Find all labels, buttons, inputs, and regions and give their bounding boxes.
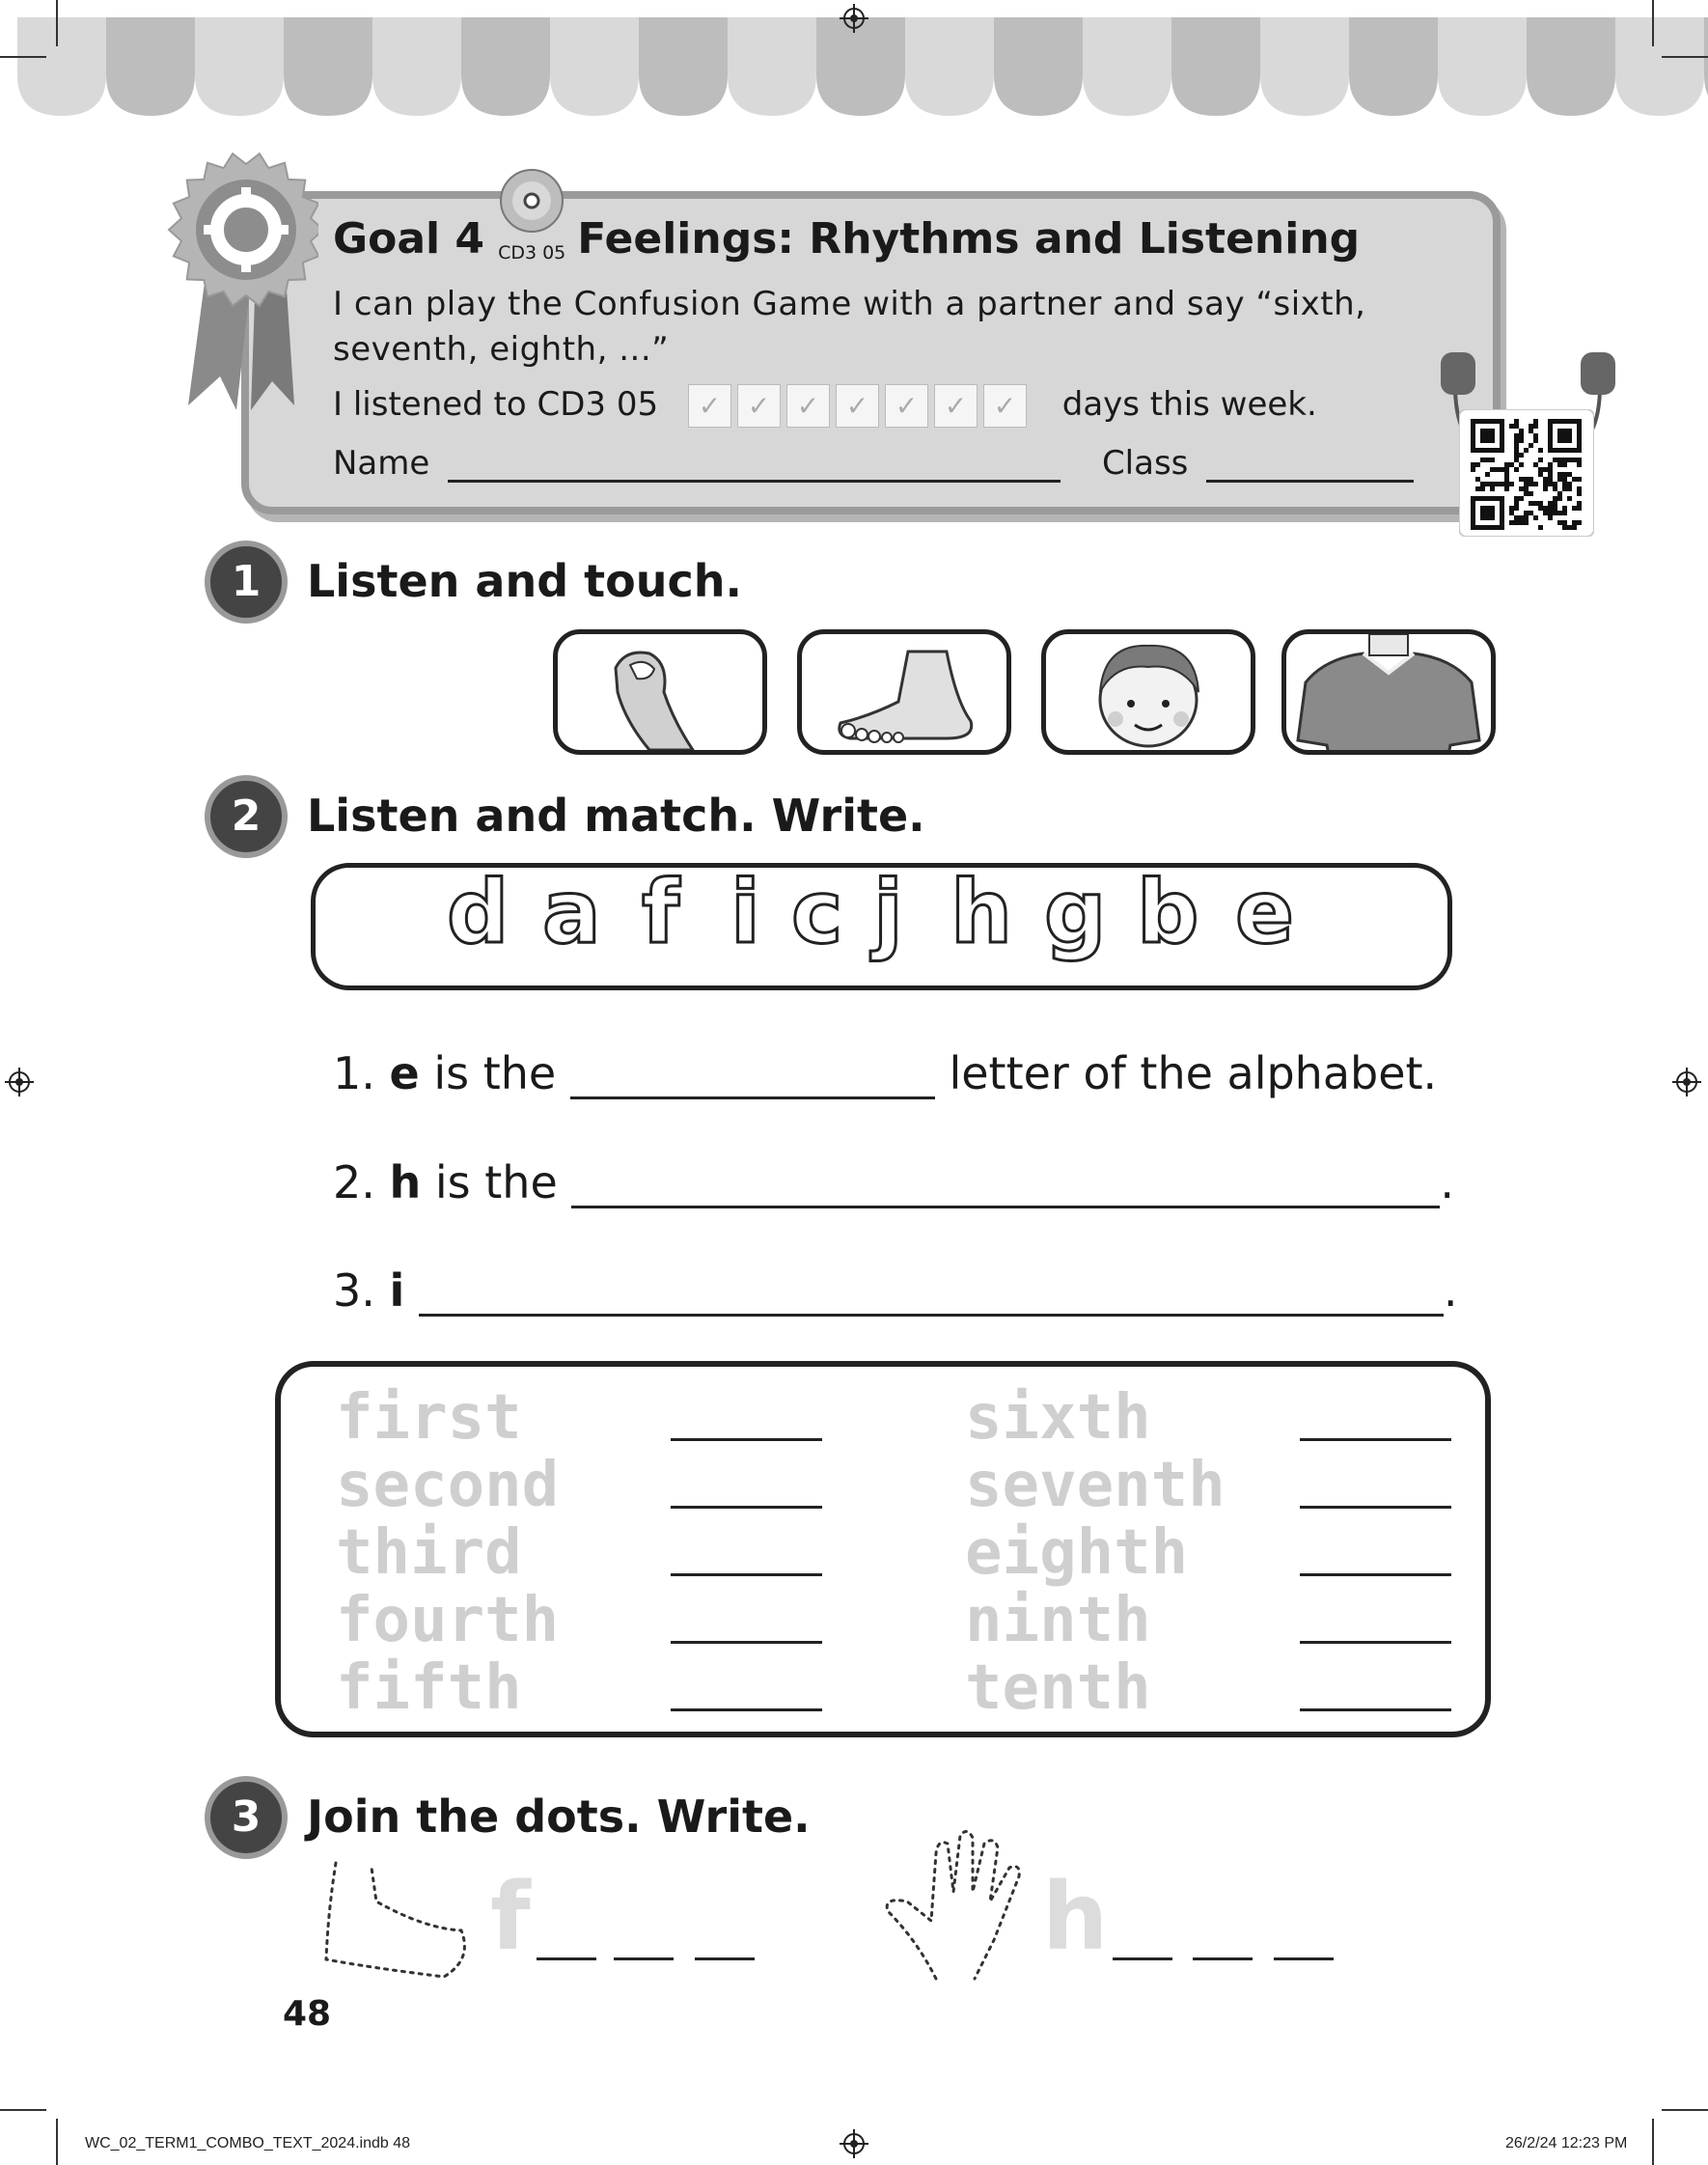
tick-box[interactable]: ✓: [688, 384, 731, 428]
sentence-number: 3.: [333, 1264, 375, 1317]
sentence-letter: e: [389, 1047, 420, 1099]
dotted-hand-icon[interactable]: [878, 1815, 1033, 1988]
ordinal-word: sixth: [965, 1382, 1151, 1454]
outline-letter[interactable]: i: [730, 862, 760, 963]
letter-blank[interactable]: [1274, 1957, 1334, 1960]
crop-mark: [1652, 2119, 1654, 2165]
goal-topic: Feelings: Rhythms and Listening: [577, 214, 1361, 264]
crop-mark: [56, 2119, 58, 2165]
ordinal-word: fifth: [336, 1652, 522, 1724]
ordinal-answer-line[interactable]: [671, 1506, 822, 1509]
sentence-number: 1.: [333, 1047, 375, 1099]
ordinal-answer-line[interactable]: [671, 1641, 822, 1644]
tick-box[interactable]: ✓: [737, 384, 781, 428]
word-start-letter: f: [490, 1863, 531, 1971]
ordinal-answer-line[interactable]: [1300, 1506, 1451, 1509]
outline-letter[interactable]: a: [542, 862, 601, 963]
outline-letter[interactable]: j: [873, 862, 903, 963]
sentence-mid: is the: [434, 1156, 558, 1208]
section-number-badge: 1: [205, 541, 288, 624]
sentence-end: .: [1440, 1156, 1454, 1208]
registration-mark-icon: [1672, 1068, 1701, 1096]
ordinal-answer-line[interactable]: [671, 1573, 822, 1576]
footer-file: WC_02_TERM1_COMBO_TEXT_2024.indb 48: [85, 2135, 411, 2151]
face-icon: [1046, 634, 1251, 750]
crop-mark: [56, 0, 58, 46]
ordinal-word: second: [336, 1450, 560, 1521]
page-number: 48: [283, 1994, 332, 2034]
outline-letter[interactable]: f: [642, 862, 680, 963]
scalloped-border: [0, 17, 1708, 124]
name-field[interactable]: [448, 447, 1061, 483]
name-label: Name: [333, 444, 430, 483]
tick-boxes: [688, 384, 1033, 428]
listen-suffix: days this week.: [1061, 385, 1317, 424]
picture-card-toe[interactable]: [553, 629, 767, 755]
section-title: Join the dots. Write.: [307, 1790, 811, 1843]
registration-mark-icon: [840, 2129, 868, 2158]
outline-letter[interactable]: g: [1044, 862, 1107, 963]
goal-title: [333, 214, 1360, 264]
crop-mark: [1662, 2109, 1708, 2111]
ordinal-word: tenth: [965, 1652, 1151, 1724]
sentence-1: [333, 1047, 1437, 1099]
cd-track-label: CD3 05: [498, 242, 566, 264]
outline-letter[interactable]: c: [791, 862, 843, 963]
picture-card-shirt[interactable]: [1281, 629, 1496, 755]
ordinal-answer-line[interactable]: [1300, 1641, 1451, 1644]
letter-blank[interactable]: [614, 1957, 674, 1960]
ordinal-answer-line[interactable]: [1300, 1438, 1451, 1441]
ordinal-answer-line[interactable]: [1300, 1573, 1451, 1576]
ordinal-word: seventh: [965, 1450, 1226, 1521]
sentence-2: [333, 1156, 1454, 1208]
sentence-letter: h: [389, 1156, 422, 1208]
sentence-end: letter of the alphabet.: [949, 1047, 1438, 1099]
letter-blank[interactable]: [695, 1957, 755, 1960]
answer-field[interactable]: [571, 1167, 1440, 1208]
sentence-end: .: [1443, 1264, 1458, 1317]
shirt-icon: [1286, 634, 1491, 750]
outline-letter[interactable]: d: [447, 862, 510, 963]
goal-statement: I can play the Confusion Game with a partner and say “sixth, seventh, eighth, ...”: [333, 285, 1366, 369]
foot-icon: [802, 634, 1006, 750]
section-title: Listen and match. Write.: [307, 790, 925, 842]
goal-number: Goal 4: [333, 214, 485, 264]
name-class-line: [333, 444, 1414, 483]
outline-letter[interactable]: b: [1137, 862, 1199, 963]
ordinal-word: third: [336, 1517, 522, 1589]
word-start-letter: h: [1042, 1863, 1109, 1971]
crop-mark: [1662, 56, 1708, 58]
ordinal-word: eighth: [965, 1517, 1189, 1589]
outline-letter[interactable]: h: [950, 862, 1013, 963]
listening-tracker: [333, 384, 1317, 428]
registration-mark-icon: [5, 1068, 34, 1096]
answer-field[interactable]: [419, 1275, 1444, 1317]
listen-prefix: I listened to CD3 05: [333, 385, 659, 424]
outline-letter[interactable]: e: [1235, 862, 1295, 963]
tick-box[interactable]: ✓: [983, 384, 1027, 428]
qr-code-icon[interactable]: [1459, 409, 1594, 537]
class-label: Class: [1101, 444, 1189, 483]
registration-mark-icon: [840, 4, 868, 33]
footer-date: 26/2/24 12:23 PM: [1505, 2135, 1628, 2151]
section-number-badge: 2: [205, 775, 288, 858]
tick-box[interactable]: ✓: [934, 384, 978, 428]
ordinal-word: fourth: [336, 1585, 560, 1656]
sentence-letter: i: [389, 1264, 405, 1317]
ordinal-answer-line[interactable]: [671, 1438, 822, 1441]
crop-mark: [0, 56, 46, 58]
answer-field[interactable]: [570, 1058, 935, 1099]
sentence-number: 2.: [333, 1156, 375, 1208]
ordinal-word: first: [336, 1382, 522, 1454]
sentence-3: [333, 1264, 1458, 1317]
ordinal-answer-line[interactable]: [1300, 1708, 1451, 1711]
letter-blank[interactable]: [1193, 1957, 1253, 1960]
toe-icon: [558, 634, 762, 750]
crop-mark: [1652, 0, 1654, 46]
tick-box[interactable]: ✓: [885, 384, 928, 428]
picture-card-face[interactable]: [1041, 629, 1255, 755]
letter-blank[interactable]: [1113, 1957, 1172, 1960]
rosette-badge-icon: [164, 145, 318, 415]
ordinal-word: ninth: [965, 1585, 1151, 1656]
dotted-foot-icon[interactable]: [309, 1853, 473, 1988]
section-number-badge: 3: [205, 1776, 288, 1859]
tick-box[interactable]: ✓: [836, 384, 879, 428]
section-title: Listen and touch.: [307, 555, 742, 607]
letter-blank[interactable]: [537, 1957, 596, 1960]
tick-box[interactable]: ✓: [786, 384, 830, 428]
picture-card-foot[interactable]: [797, 629, 1011, 755]
sentence-mid: is the: [433, 1047, 557, 1099]
class-field[interactable]: [1206, 447, 1414, 483]
crop-mark: [0, 2109, 46, 2111]
ordinal-answer-line[interactable]: [671, 1708, 822, 1711]
